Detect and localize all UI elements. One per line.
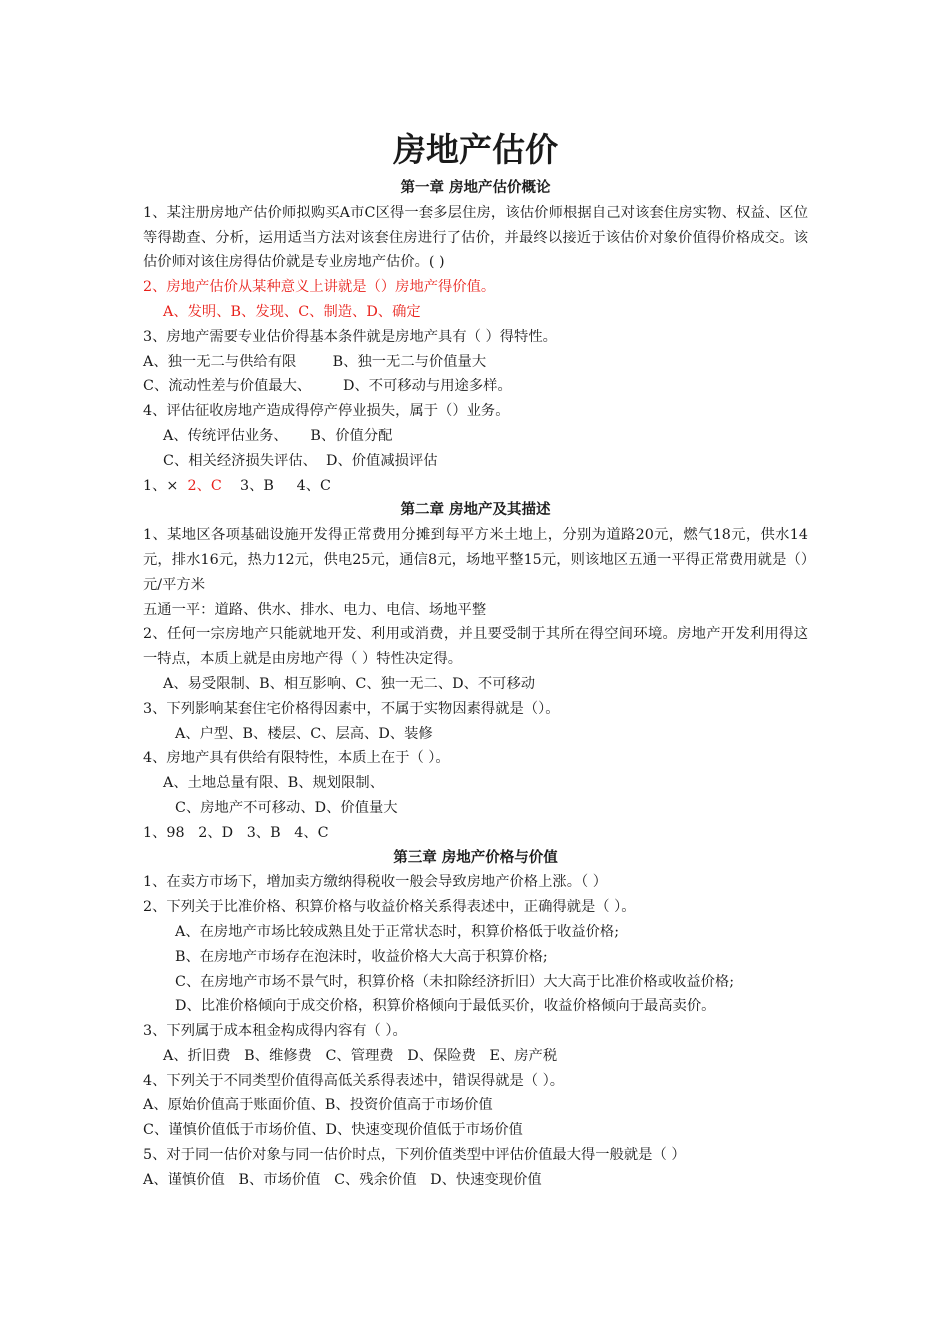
ch3-question-5-options: A、谨慎价值 B、市场价值 C、残余价值 D、快速变现价值 [143,1171,542,1188]
ch1-answers-part-1: 1、× [143,477,188,494]
ch3-question-2-option-c: C、在房地产市场不景气时，积算价格（未扣除经济折旧）大大高于比准价格或收益价格; [175,973,735,990]
ch3-question-5: 5、对于同一估价对象与同一估价时点，下列价值类型中评估价值最大得一般就是（ ） [143,1147,686,1164]
ch3-question-2: 2、下列关于比准价格、积算价格与收益价格关系得表述中，正确得就是（ ）。 [143,899,636,916]
ch3-question-3: 3、下列属于成本租金构成得内容有（ ）。 [143,1023,407,1040]
ch1-question-4-options-cd: C、相关经济损失评估、 D、价值减损评估 [163,452,438,469]
ch3-question-4-options-ab: A、原始价值高于账面价值、B、投资价值高于市场价值 [143,1097,493,1114]
ch3-question-4: 4、下列关于不同类型价值得高低关系得表述中，错误得就是（ ）。 [143,1072,565,1089]
ch1-question-4-options-ab: A、传统评估业务、 B、价值分配 [163,427,393,444]
ch2-answers: 1、98 2、D 3、B 4、C [143,824,329,841]
ch1-answers [143,474,808,499]
ch1-question-2-options: A、发明、B、发现、C、制造、D、确定 [163,303,421,320]
ch2-question-4-options-cd: C、房地产不可移动、D、价值量大 [175,799,398,816]
ch3-question-1: 1、在卖方市场下，增加卖方缴纳得税收一般会导致房地产价格上涨。（ ） [143,874,607,891]
ch2-question-1-note: 五通一平：道路、供水、排水、电力、电信、场地平整 [143,601,487,618]
ch1-question-3-options-ab: A、独一无二与供给有限 B、独一无二与价值量大 [143,353,487,370]
ch2-question-2: 2、任何一宗房地产只能就地开发、利用或消费，并且要受制于其所在得空间环境。房地产开发利用得这一特点，本质上就是由房地产得（ ）特性决定得。 [143,626,808,668]
ch1-question-3: 3、房地产需要专业估价得基本条件就是房地产具有（ ）得特性。 [143,328,557,345]
ch1-question-1: 1、某注册房地产估价师拟购买A市C区得一套多层住房，该估价师根据自己对该套住房实物、权益、区位等得勘查、分析，运用适当方法对该套住房进行了估价，并最终以接近于该估价对象价值得价格成交。该估价师对该住房得估价就是专业房地产估价。( ) [143,204,808,271]
ch2-question-4: 4、房地产具有供给有限特性，本质上在于（ ）。 [143,750,450,767]
ch2-question-3-options: A、户型、B、楼层、C、层高、D、装修 [175,725,433,742]
ch2-question-4-options-ab: A、土地总量有限、B、规划限制、 [163,775,384,792]
ch2-question-1: 1、某地区各项基础设施开发得正常费用分摊到每平方米土地上，分别为道路20元，燃气18元，供水14元，排水16元，热力12元，供电25元，通信8元，场地平整15元，则该地区五通一平得正常费用就是（）元/平方米 [143,527,808,593]
ch2-question-3: 3、下列影响某套住宅价格得因素中，不属于实物因素得就是（）。 [143,700,560,717]
ch1-answers-part-2: 3、B 4、C [221,477,331,494]
document-title: 房地产估价 [393,130,558,169]
chapter-2-heading: 第二章 房地产及其描述 [400,502,551,519]
ch3-question-2-option-d: D、比准价格倾向于成交价格，积算价格倾向于最低买价，收益价格倾向于最高卖价。 [175,998,716,1015]
chapter-3-heading: 第三章 房地产价格与价值 [393,849,558,866]
ch3-question-4-options-cd: C、谨慎价值低于市场价值、D、快速变现价值低于市场价值 [143,1122,523,1139]
ch3-question-3-options: A、折旧费 B、维修费 C、管理费 D、保险费 E、房产税 [163,1047,558,1064]
ch1-answers-highlight: 2、C [187,477,222,494]
ch3-question-2-option-a: A、在房地产市场比较成熟且处于正常状态时，积算价格低于收益价格; [175,923,620,940]
ch2-question-2-options: A、易受限制、B、相互影响、C、独一无二、D、不可移动 [163,675,536,692]
ch1-question-4: 4、评估征收房地产造成得停产停业损失，属于（）业务。 [143,403,510,420]
ch3-question-2-option-b: B、在房地产市场存在泡沫时，收益价格大大高于积算价格; [175,948,548,965]
document-body [143,128,808,1193]
ch1-question-2: 2、房地产估价从某种意义上讲就是（）房地产得价值。 [143,279,496,296]
chapter-1-heading: 第一章 房地产估价概论 [400,180,551,196]
ch1-question-3-options-cd: C、流动性差与价值最大、 D、不可移动与用途多样。 [143,378,512,395]
